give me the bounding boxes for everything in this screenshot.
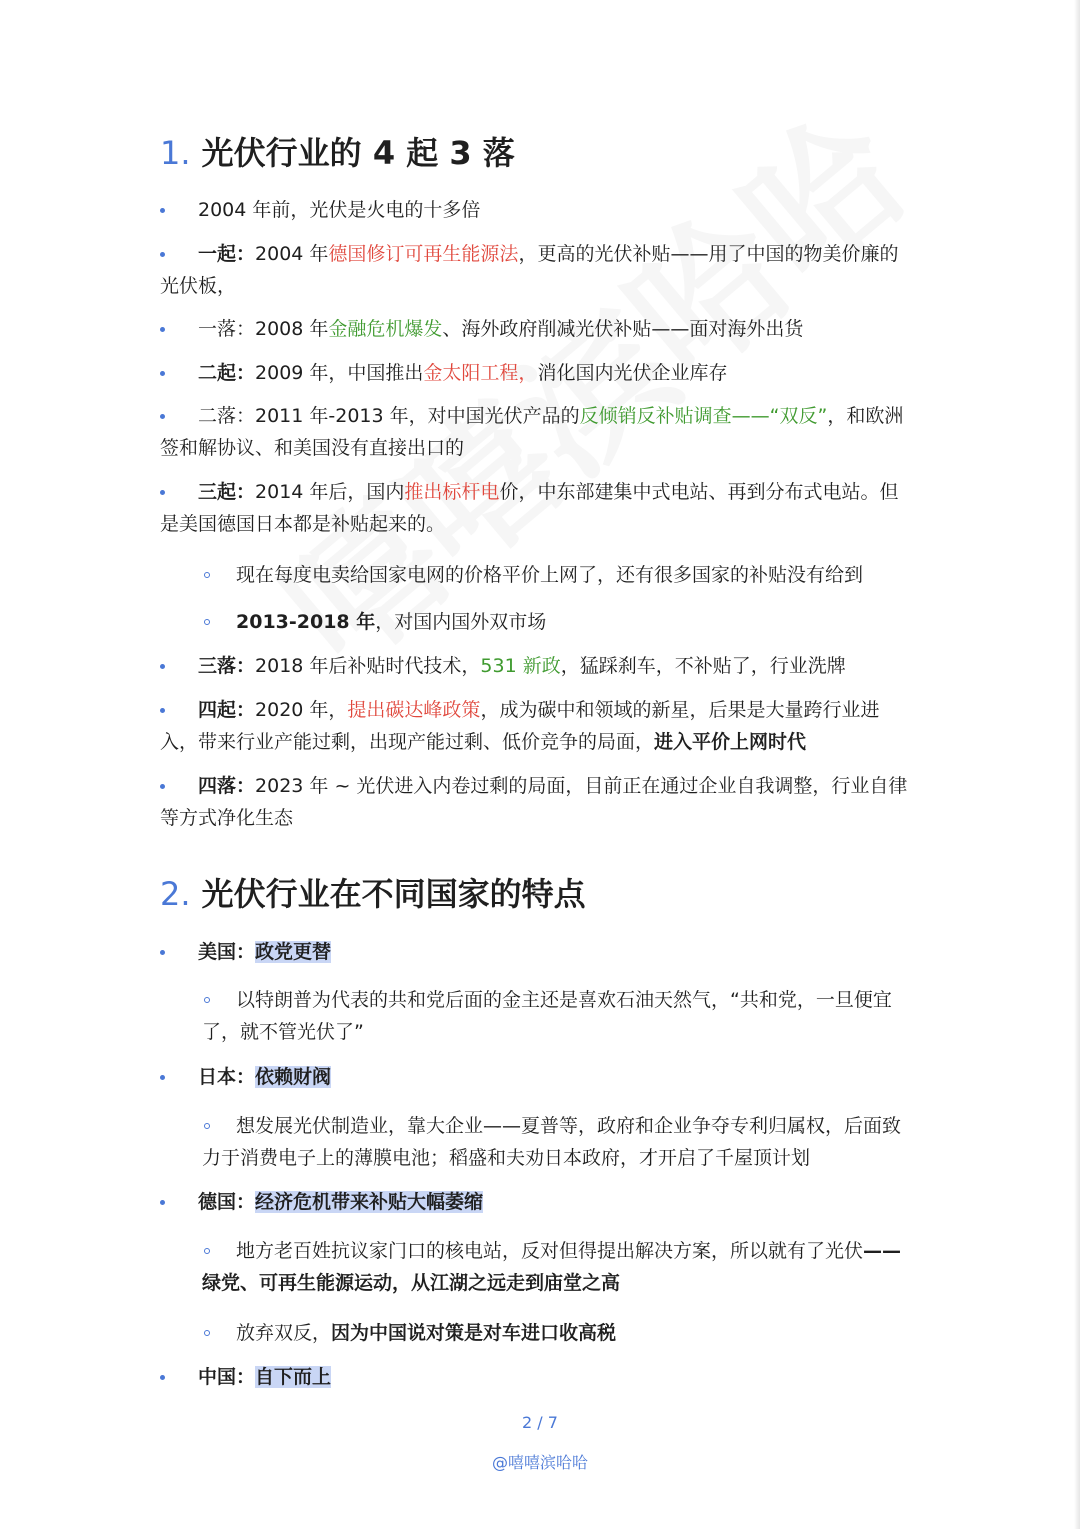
list-item: 美国：政党更替 (160, 936, 910, 968)
section-heading-2: 2. 光伏行业在不同国家的特点 (160, 875, 586, 913)
sub-list-item: 放弃双反，因为中国说对策是对车进口收高税 (202, 1317, 910, 1349)
bullet-dot-icon (160, 1200, 165, 1205)
bullet-dot-icon (160, 371, 165, 376)
sub-list-item: 以特朗普为代表的共和党后面的金主还是喜欢石油天然气，“共和党，一旦便宜了，就不管光伏了” (202, 989, 892, 1043)
bullet-circle-icon (204, 1248, 210, 1254)
bullet-dot-icon (160, 327, 165, 332)
list-item: 三起：2014 年后，国内推出标杆电价，中东部建集中式电站、再到分布式电站。但是美国德国日本都是补贴起来的。 (160, 481, 899, 535)
bullet-circle-icon (204, 1330, 210, 1336)
bullet-dot-icon (160, 1375, 165, 1380)
sub-list-item: 现在每度电卖给国家电网的价格平价上网了，还有很多国家的补贴没有给到 (202, 559, 910, 591)
list-item: 一落：2008 年金融危机爆发、海外政府削减光伏补贴——面对海外出货 (160, 313, 910, 345)
bullet-dot-icon (160, 490, 165, 495)
bullet-circle-icon (204, 1123, 210, 1129)
list-item: 四落：2023 年 ~ 光伏进入内卷过剩的局面，目前正在通过企业自我调整，行业自律等方式净化生态 (160, 775, 908, 829)
list-item: 德国：经济危机带来补贴大幅萎缩 (160, 1186, 910, 1218)
bullet-dot-icon (160, 414, 165, 419)
list-item: 2004 年前，光伏是火电的十多倍 (160, 194, 910, 226)
bullet-dot-icon (160, 708, 165, 713)
bullet-dot-icon (160, 950, 165, 955)
list-item: 日本：依赖财阀 (160, 1061, 910, 1093)
sub-list-item: 地方老百姓抗议家门口的核电站，反对但得提出解决方案，所以就有了光伏——绿党、可再生能源运动，从江湖之远走到庙堂之高 (202, 1240, 902, 1294)
bullet-dot-icon (160, 1075, 165, 1080)
bullet-dot-icon (160, 664, 165, 669)
bullet-circle-icon (204, 619, 210, 625)
sub-list-item: 想发展光伏制造业，靠大企业——夏普等，政府和企业争夺专利归属权，后面致力于消费电子上的薄膜电池；稻盛和夫劝日本政府，才开启了千屋顶计划 (202, 1115, 902, 1169)
list-item: 一起：2004 年德国修订可再生能源法，更高的光伏补贴——用了中国的物美价廉的光伏板， (160, 243, 899, 297)
list-item: 中国：自下而上 (160, 1361, 910, 1393)
bullet-circle-icon (204, 572, 210, 578)
bullet-dot-icon (160, 208, 165, 213)
sub-list-item: 2013-2018 年，对国内国外双市场 (202, 606, 910, 638)
list-item: 二落：2011 年-2013 年，对中国光伏产品的反倾销反补贴调查——“双反”，和欧洲签和解协议、和美国没有直接出口的 (160, 405, 904, 459)
list-item: 四起：2020 年，提出碳达峰政策，成为碳中和领域的新星，后果是大量跨行业进入，带来行业产能过剩，出现产能过剩、低价竞争的局面，进入平价上网时代 (160, 699, 880, 753)
list-item: 二起：2009 年，中国推出金太阳工程，消化国内光伏企业库存 (160, 357, 910, 389)
page-number: 2 / 7 (522, 1413, 558, 1432)
list-item: 三落：2018 年后补贴时代技术，531 新政，猛踩刹车，不补贴了，行业洗牌 (160, 650, 910, 682)
bullet-circle-icon (204, 997, 210, 1003)
page-edge-shadow (1074, 0, 1080, 1529)
bullet-dot-icon (160, 252, 165, 257)
bullet-dot-icon (160, 784, 165, 789)
section-heading-1: 1. 光伏行业的 4 起 3 落 (160, 134, 515, 172)
author-credit: @嘻嘻滨哈哈 (491, 1453, 588, 1472)
